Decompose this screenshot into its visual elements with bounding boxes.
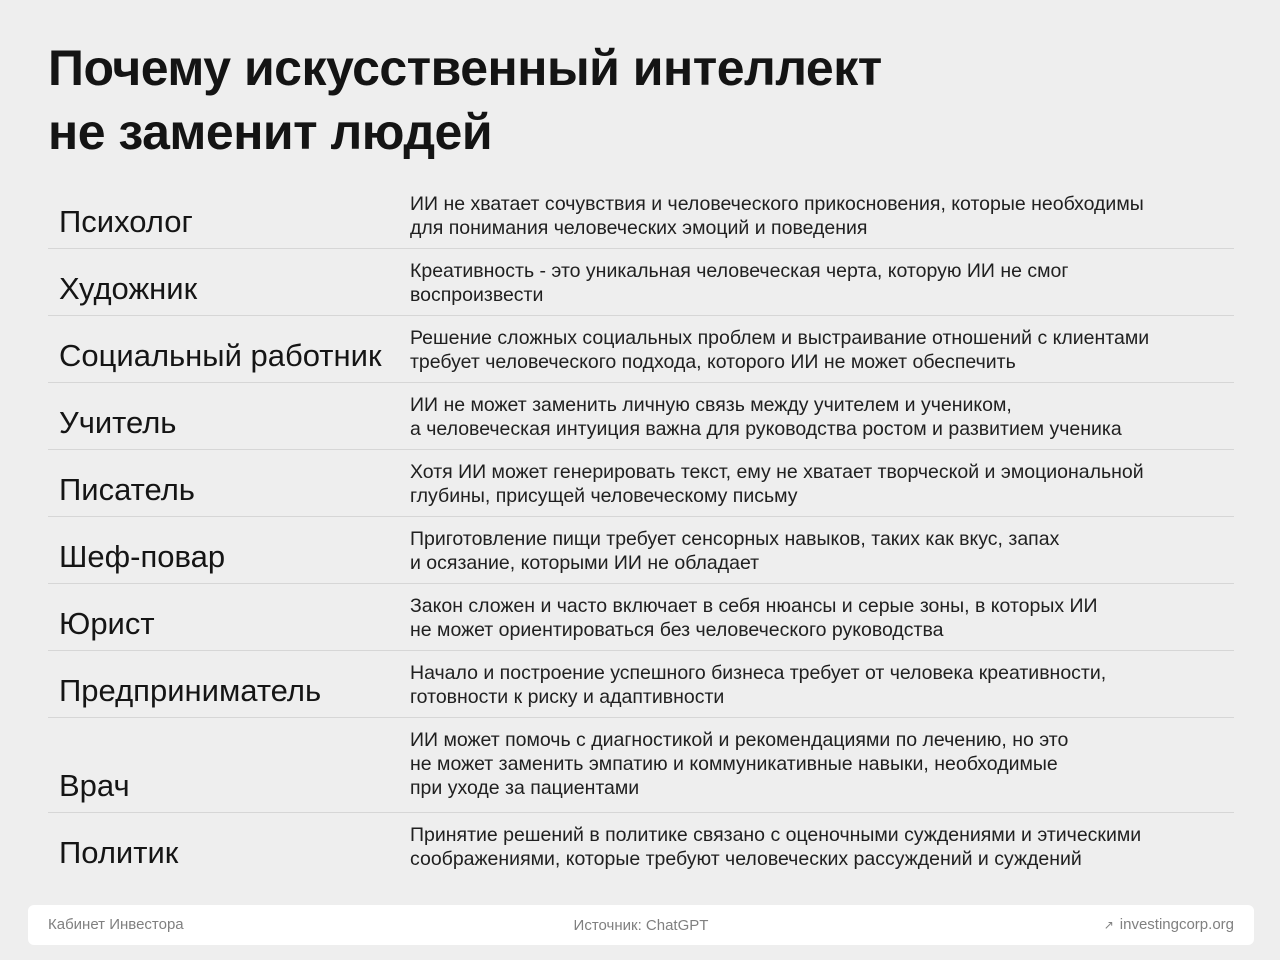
profession-label: Учитель <box>59 405 177 440</box>
profession-label: Писатель <box>59 472 195 507</box>
reason-line: ИИ не хватает сочувствия и человеческого прикосновения, которые необходимы <box>410 193 1144 215</box>
reason-line: при уходе за пациентами <box>410 777 640 799</box>
footer-bar <box>28 905 1254 945</box>
table-row <box>48 517 1234 584</box>
reason-line: требует человеческого подхода, которого ИИ не может обеспечить <box>410 351 1016 373</box>
brand-label: Кабинет Инвестора <box>48 916 184 933</box>
reason-line: ИИ не может заменить личную связь между учителем и учеником, <box>410 394 1012 416</box>
profession-label: Предприниматель <box>59 673 322 708</box>
website-link[interactable] <box>1104 916 1234 933</box>
table-row <box>48 383 1234 450</box>
website-link-label: investingcorp.org <box>1119 916 1234 933</box>
reason-line: Креативность - это уникальная человеческая черта, которую ИИ не смог <box>410 260 1069 282</box>
arrow-up-right-icon: ↗ <box>1103 918 1114 932</box>
reason-text <box>410 192 1230 240</box>
reason-line: Начало и построение успешного бизнеса требует от человека креативности, <box>410 662 1107 684</box>
reason-line: и осязание, которыми ИИ не обладает <box>410 552 760 574</box>
profession-label: Врач <box>59 768 130 803</box>
reason-text <box>410 393 1230 441</box>
profession-label: Юрист <box>59 606 155 641</box>
page-title <box>48 36 1228 164</box>
reason-text <box>410 728 1230 800</box>
reason-text <box>410 326 1230 374</box>
reason-line: а человеческая интуиция важна для руководства ростом и развитием ученика <box>410 418 1122 440</box>
reason-text <box>410 527 1230 575</box>
table-row <box>48 651 1234 718</box>
table-row <box>48 813 1234 879</box>
title-line-2: не заменит людей <box>48 104 493 160</box>
reason-line: воспроизвести <box>410 284 544 306</box>
reason-line: Решение сложных социальных проблем и выстраивание отношений с клиентами <box>410 327 1150 349</box>
reason-text <box>410 594 1230 642</box>
profession-label: Художник <box>59 271 198 306</box>
reason-line: ИИ может помочь с диагностикой и рекомендациями по лечению, но это <box>410 729 1069 751</box>
reason-line: для понимания человеческих эмоций и поведения <box>410 217 868 239</box>
table-row <box>48 718 1234 813</box>
comparison-table <box>48 182 1234 879</box>
reason-line: не может заменить эмпатию и коммуникативные навыки, необходимые <box>410 753 1058 775</box>
reason-line: не может ориентироваться без человеческого руководства <box>410 619 944 641</box>
table-row <box>48 249 1234 316</box>
source-label: Источник: ChatGPT <box>573 917 709 934</box>
table-row <box>48 450 1234 517</box>
reason-line: Закон сложен и часто включает в себя нюансы и серые зоны, в которых ИИ <box>410 595 1098 617</box>
reason-text <box>410 823 1230 871</box>
profession-label: Психолог <box>59 204 193 239</box>
profession-label: Шеф-повар <box>59 539 226 574</box>
reason-text <box>410 259 1230 307</box>
title-line-1: Почему искусственный интеллект <box>48 40 882 96</box>
profession-label: Политик <box>59 835 179 870</box>
profession-label: Социальный работник <box>59 338 382 373</box>
table-row <box>48 584 1234 651</box>
reason-text <box>410 460 1230 508</box>
reason-text <box>410 661 1230 709</box>
reason-line: готовности к риску и адаптивности <box>410 686 725 708</box>
reason-line: соображениями, которые требуют человеческих рассуждений и суждений <box>410 848 1082 870</box>
reason-line: Приготовление пищи требует сенсорных навыков, таких как вкус, запах <box>410 528 1060 550</box>
reason-line: глубины, присущей человеческому письму <box>410 485 798 507</box>
reason-line: Принятие решений в политике связано с оценочными суждениями и этическими <box>410 824 1142 846</box>
reason-line: Хотя ИИ может генерировать текст, ему не хватает творческой и эмоциональной <box>410 461 1144 483</box>
table-row <box>48 316 1234 383</box>
table-row <box>48 182 1234 249</box>
